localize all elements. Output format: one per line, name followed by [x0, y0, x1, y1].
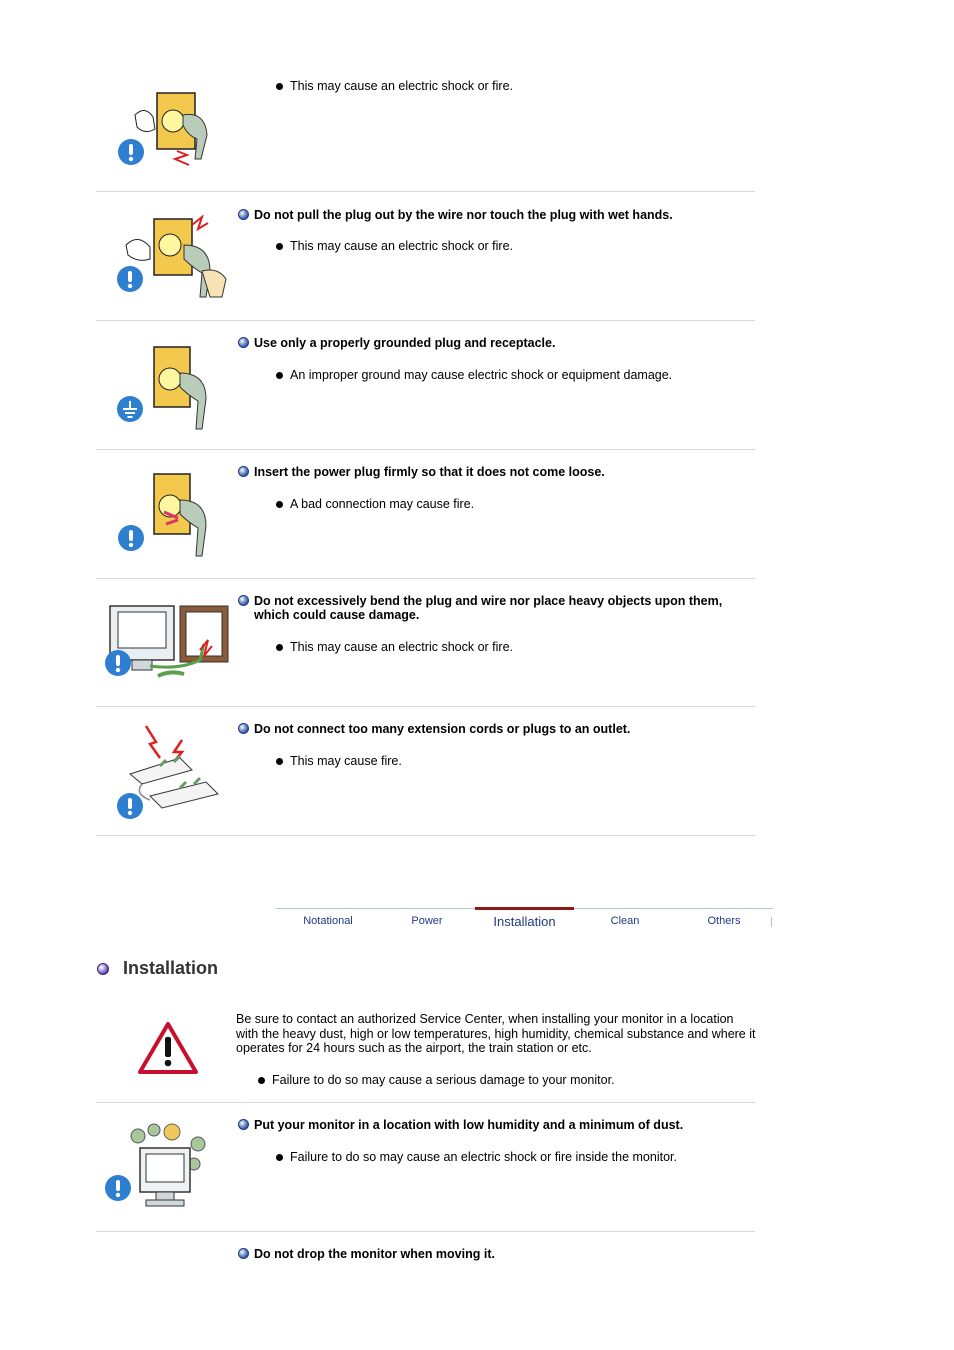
section-heading: Do not drop the monitor when moving it.	[238, 1247, 758, 1261]
section-heading: Insert the power plug firmly so that it does not come loose.	[238, 465, 758, 479]
section-divider	[96, 320, 755, 321]
warning-icon	[117, 524, 145, 552]
section-heading: Do not pull the plug out by the wire nor touch the plug with wet hands.	[238, 208, 758, 222]
warning-icon	[104, 649, 132, 677]
bullet-item: A bad connection may cause fire.	[276, 497, 746, 511]
heading-bullet-icon	[238, 595, 249, 606]
section-heading: Do not excessively bend the plug and wire nor place heavy objects upon them, which could cause damage.	[238, 594, 758, 622]
section-divider	[96, 578, 755, 579]
bullet-dot-icon	[276, 83, 283, 90]
ground-icon	[116, 395, 144, 423]
section-divider	[96, 706, 755, 707]
section-divider	[96, 1231, 755, 1232]
section-divider	[96, 1102, 755, 1103]
bullet-dot-icon	[258, 1077, 265, 1084]
page-title: Installation	[123, 958, 219, 978]
warning-icon	[104, 1174, 132, 1202]
firm-plug-illustration	[150, 470, 212, 558]
tab-power[interactable]: Power	[411, 915, 443, 927]
section-heading: Do not connect too many extension cords or plugs to an outlet.	[238, 722, 758, 736]
heading-bullet-icon	[238, 723, 249, 734]
heading-bullet-icon	[238, 1248, 249, 1259]
section-heading: Put your monitor in a location with low humidity and a minimum of dust.	[238, 1118, 758, 1132]
tab-installation[interactable]: Installation	[475, 907, 574, 932]
section-divider	[96, 191, 755, 192]
bullet-item: Failure to do so may cause an electric shock or fire inside the monitor.	[276, 1150, 746, 1164]
installation-intro: Be sure to contact an authorized Service Center, when installing your monitor in a location with the heavy dust, high or low temperatures, high humidity, chemical substance and where it operates for 24 hours such as the airport, the train station or etc.	[236, 1012, 756, 1056]
bullet-item: An improper ground may cause electric shock or equipment damage.	[276, 368, 746, 382]
bullet-dot-icon	[276, 758, 283, 765]
warning-icon	[116, 792, 144, 820]
bullet-item: This may cause an electric shock or fire.	[276, 239, 746, 253]
tab-end-divider	[771, 917, 772, 927]
bullet-item: This may cause an electric shock or fire.	[276, 640, 746, 654]
bullet-dot-icon	[276, 1154, 283, 1161]
caution-triangle-icon	[137, 1021, 199, 1075]
heading-bullet-icon	[238, 209, 249, 220]
section-heading: Use only a properly grounded plug and receptacle.	[238, 336, 758, 350]
grounded-plug-illustration	[150, 343, 212, 431]
bullet-dot-icon	[276, 372, 283, 379]
bullet-item: This may cause an electric shock or fire.	[276, 79, 746, 93]
warning-icon	[116, 265, 144, 293]
heading-bullet-icon	[238, 466, 249, 477]
bullet-item: Failure to do so may cause a serious damage to your monitor.	[258, 1073, 748, 1087]
bullet-item: This may cause fire.	[276, 754, 746, 768]
section-divider	[96, 449, 755, 450]
bullet-dot-icon	[276, 243, 283, 250]
section-divider	[96, 835, 755, 836]
heading-bullet-icon	[238, 1119, 249, 1130]
title-bullet-icon	[97, 963, 109, 975]
heading-bullet-icon	[238, 337, 249, 348]
tab-clean[interactable]: Clean	[610, 915, 640, 927]
tab-others[interactable]: Others	[707, 915, 741, 927]
bullet-dot-icon	[276, 644, 283, 651]
dusty-monitor-illustration	[120, 1122, 212, 1212]
warning-icon	[117, 138, 145, 166]
category-tabs	[276, 908, 773, 931]
tab-notational[interactable]: Notational	[303, 915, 353, 927]
bullet-dot-icon	[276, 501, 283, 508]
